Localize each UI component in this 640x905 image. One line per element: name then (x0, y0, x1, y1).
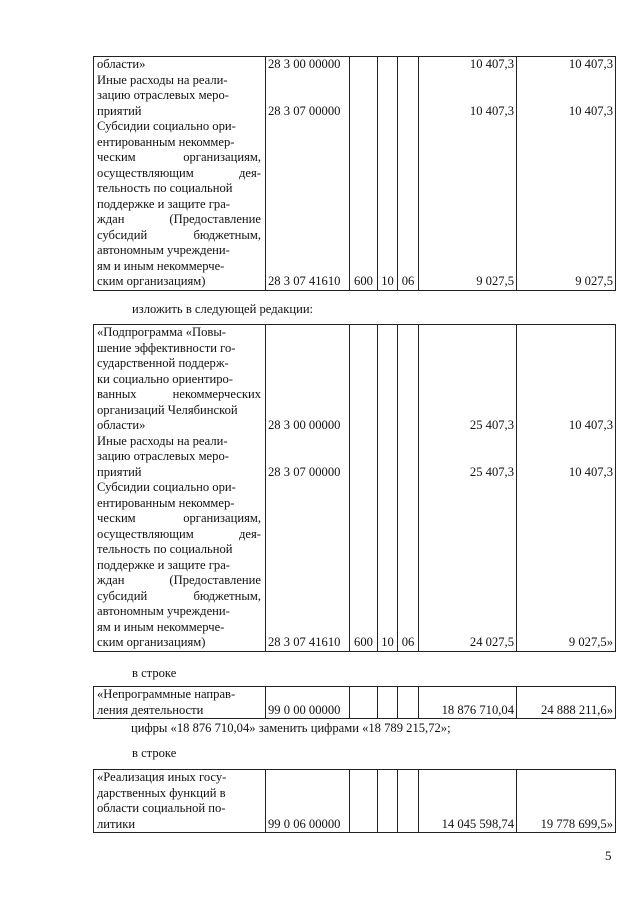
value-line (268, 325, 347, 341)
value-line (421, 449, 514, 465)
value-line (268, 770, 347, 786)
name-line: осуществляющим дея- (97, 526, 261, 541)
row-amount-1 (419, 770, 517, 833)
value-line: 10 407,3 (568, 103, 613, 118)
value-line: 10 407,3 (469, 57, 514, 71)
row-expense-type (350, 325, 378, 652)
value-line (421, 770, 514, 786)
row-amount-1 (419, 57, 517, 291)
row-subsection (398, 770, 419, 833)
value-line: 99 0 06 00000 (268, 816, 341, 831)
value-line (268, 387, 347, 403)
value-line (519, 387, 613, 403)
row-expense-type (350, 770, 378, 833)
name-line: области» (97, 418, 146, 432)
name-line: ентированным некоммер- (97, 134, 235, 149)
value-line (421, 387, 514, 403)
value-line (519, 243, 613, 259)
value-line (268, 259, 347, 275)
value-line (268, 604, 347, 620)
value-line (421, 573, 514, 589)
value-line (421, 88, 514, 104)
value-line (519, 135, 613, 151)
value-line (268, 119, 347, 135)
row-amount-1 (419, 325, 517, 652)
name-line: автономным учреждени- (97, 243, 230, 257)
value-line (421, 620, 514, 636)
value-line (268, 88, 347, 104)
in-row-label-2: в строке (132, 746, 177, 760)
value-line (268, 589, 347, 605)
value-line (519, 527, 613, 543)
value-line (519, 356, 613, 372)
value-line: 24 027,5 (469, 635, 514, 649)
row-section (378, 325, 398, 652)
value-line (268, 212, 347, 228)
value-line (268, 573, 347, 589)
name-line: зацию отраслевых меро- (97, 88, 229, 102)
row-expense-type (350, 687, 378, 719)
value-line (519, 589, 613, 605)
name-line: тельность по социальной (97, 542, 233, 556)
value-line: 10 407,3 (469, 103, 514, 118)
value-line (421, 434, 514, 450)
row-section (378, 770, 398, 833)
value-line (268, 166, 347, 182)
name-line: ки социально ориентиро- (97, 371, 233, 386)
table-row (94, 687, 616, 719)
value-line (519, 511, 613, 527)
name-line: тельность по социальной (97, 181, 233, 195)
value-line: 9 027,5 (575, 274, 613, 288)
row-name (94, 57, 266, 291)
value-line (421, 341, 514, 357)
name-line: ям и иным некоммерче- (97, 619, 225, 634)
name-line: области» (97, 57, 146, 71)
name-line: Иные расходы на реали- (97, 433, 228, 448)
value-line: 18 876 710,04 (441, 702, 514, 717)
value-line (268, 449, 347, 465)
row-amount-2 (517, 57, 616, 291)
name-line: дарственных функций в (97, 785, 226, 800)
name-line: субсидий бюджетным, (97, 588, 261, 603)
edit-instruction: изложить в следующей редакции: (132, 302, 314, 316)
row-section (378, 57, 398, 291)
value-line (268, 341, 347, 357)
value-line: 10 407,3 (568, 464, 613, 479)
name-line: организаций Челябинской (97, 402, 238, 417)
row-subsection-value: 06 (401, 635, 415, 649)
value-line: 24 888 211,6» (541, 702, 613, 717)
value-line (519, 181, 613, 197)
name-line: субсидий бюджетным, (97, 227, 261, 242)
row-code (266, 770, 350, 833)
row-section (378, 687, 398, 719)
value-line (519, 620, 613, 636)
name-line: «Подпрограмма «Повы- (97, 325, 226, 339)
value-line: 25 407,3 (469, 464, 514, 479)
value-line (268, 372, 347, 388)
value-line (519, 88, 613, 104)
value-line (519, 573, 613, 589)
value-line (268, 620, 347, 636)
replace-figures-instruction: цифры «18 876 710,04» заменить цифрами «18 789 215,72»; (131, 721, 451, 735)
value-line (268, 542, 347, 558)
value-line (519, 150, 613, 166)
value-line (519, 372, 613, 388)
value-line (268, 558, 347, 574)
table-row (94, 325, 616, 652)
name-line: «Непрограммные направ- (97, 687, 236, 701)
value-line (519, 434, 613, 450)
value-line (519, 604, 613, 620)
name-line: ческим организациям, (97, 150, 261, 164)
name-line: «Реализация иных госу- (97, 770, 227, 784)
table-row (94, 57, 616, 291)
value-line (421, 228, 514, 244)
value-line: 28 3 07 41610 (268, 635, 341, 649)
row-subsection (398, 325, 419, 652)
value-line (519, 542, 613, 558)
value-line (519, 212, 613, 228)
value-line (421, 135, 514, 151)
value-line (421, 243, 514, 259)
value-line (268, 150, 347, 166)
value-line (268, 243, 347, 259)
value-line: 19 778 699,5» (540, 816, 613, 831)
value-line (421, 687, 514, 703)
value-line (519, 119, 613, 135)
value-line (519, 73, 613, 89)
row-section-value: 10 (381, 635, 394, 649)
row-amount-1 (419, 687, 517, 719)
social-policy-row-table (93, 769, 616, 833)
value-line (268, 403, 347, 419)
nonprogram-row-table (93, 686, 616, 719)
row-name (94, 770, 266, 833)
name-line: поддержке и защите гра- (97, 557, 230, 572)
value-line (519, 558, 613, 574)
value-line (421, 589, 514, 605)
name-line: ждан (Предоставление (97, 573, 261, 587)
value-line (519, 786, 613, 802)
name-line: приятий (97, 103, 142, 118)
name-line: зацию отраслевых меро- (97, 449, 229, 463)
value-line: 28 3 07 00000 (268, 103, 341, 118)
row-expense-type (350, 57, 378, 291)
value-line: 10 407,3 (568, 57, 613, 71)
value-line (268, 434, 347, 450)
value-line: 9 027,5 (476, 274, 514, 288)
value-line (268, 356, 347, 372)
row-section-value: 10 (381, 274, 394, 288)
row-subsection (398, 57, 419, 291)
name-line: осуществляющим дея- (97, 165, 261, 180)
name-line: ческим организациям, (97, 511, 261, 525)
table-row (94, 770, 616, 833)
value-line (519, 480, 613, 496)
name-line: приятий (97, 464, 142, 479)
value-line (268, 496, 347, 512)
value-line (421, 181, 514, 197)
value-line (421, 356, 514, 372)
value-line (268, 786, 347, 802)
value-line (421, 372, 514, 388)
value-line (519, 496, 613, 512)
row-expense-type-value: 600 (354, 274, 373, 288)
name-line: ванных некоммерческих (97, 387, 261, 401)
value-line: 25 407,3 (469, 418, 514, 432)
value-line (421, 786, 514, 802)
value-line (268, 73, 347, 89)
name-line: поддержке и защите гра- (97, 196, 230, 211)
value-line (268, 687, 347, 703)
name-line: области социальной по- (97, 801, 226, 815)
value-line (421, 212, 514, 228)
name-line: ям и иным некоммерче- (97, 258, 225, 273)
value-line (421, 542, 514, 558)
value-line (519, 801, 613, 817)
value-line: 9 027,5» (568, 635, 613, 649)
value-line (519, 403, 613, 419)
value-line (519, 197, 613, 213)
row-name (94, 325, 266, 652)
row-name (94, 687, 266, 719)
name-line: Иные расходы на реали- (97, 72, 228, 87)
row-amount-2 (517, 687, 616, 719)
value-line (268, 228, 347, 244)
name-line: ления деятельности (97, 702, 204, 717)
row-subsection-value: 06 (401, 274, 415, 288)
value-line (421, 511, 514, 527)
value-line (421, 480, 514, 496)
value-line: 28 3 07 00000 (268, 464, 341, 479)
value-line (519, 166, 613, 182)
value-line (268, 480, 347, 496)
value-line (268, 197, 347, 213)
value-line (268, 801, 347, 817)
value-line (421, 166, 514, 182)
value-line (519, 341, 613, 357)
value-line: 10 407,3 (568, 418, 613, 432)
value-line (421, 197, 514, 213)
value-line (268, 181, 347, 197)
value-line: 99 0 00 00000 (268, 702, 341, 717)
value-line (421, 403, 514, 419)
row-amount-2 (517, 770, 616, 833)
row-code (266, 687, 350, 719)
name-line: Субсидии социально ори- (97, 480, 236, 494)
value-line: 28 3 00 00000 (268, 57, 341, 71)
value-line: 14 045 598,74 (441, 816, 514, 831)
value-line (519, 770, 613, 786)
value-line: 28 3 07 41610 (268, 274, 341, 288)
row-amount-2 (517, 325, 616, 652)
row-code (266, 325, 350, 652)
budget-table-before (93, 56, 616, 291)
name-line: ским организациям) (97, 635, 206, 649)
name-line: ждан (Предоставление (97, 212, 261, 226)
name-line: литики (97, 816, 136, 831)
value-line (421, 325, 514, 341)
value-line (519, 325, 613, 341)
value-line (421, 119, 514, 135)
name-line: шение эффективности го- (97, 340, 236, 355)
value-line (268, 511, 347, 527)
value-line (421, 496, 514, 512)
value-line (421, 604, 514, 620)
name-line: Субсидии социально ори- (97, 119, 236, 133)
value-line (421, 558, 514, 574)
name-line: ентированным некоммер- (97, 495, 235, 510)
row-subsection (398, 687, 419, 719)
value-line (421, 150, 514, 166)
value-line (519, 449, 613, 465)
value-line (268, 527, 347, 543)
in-row-label-1: в строке (132, 666, 177, 680)
page-number: 5 (605, 848, 612, 863)
value-line (421, 259, 514, 275)
value-line (268, 135, 347, 151)
value-line (519, 687, 613, 703)
value-line (421, 527, 514, 543)
value-line: 28 3 00 00000 (268, 418, 341, 432)
name-line: ским организациям) (97, 274, 206, 288)
value-line (421, 73, 514, 89)
name-line: автономным учреждени- (97, 604, 230, 618)
name-line: сударственной поддерж- (97, 356, 229, 370)
row-expense-type-value: 600 (354, 635, 373, 649)
budget-table-after (93, 324, 616, 652)
value-line (421, 801, 514, 817)
row-code (266, 57, 350, 291)
value-line (519, 259, 613, 275)
value-line (519, 228, 613, 244)
